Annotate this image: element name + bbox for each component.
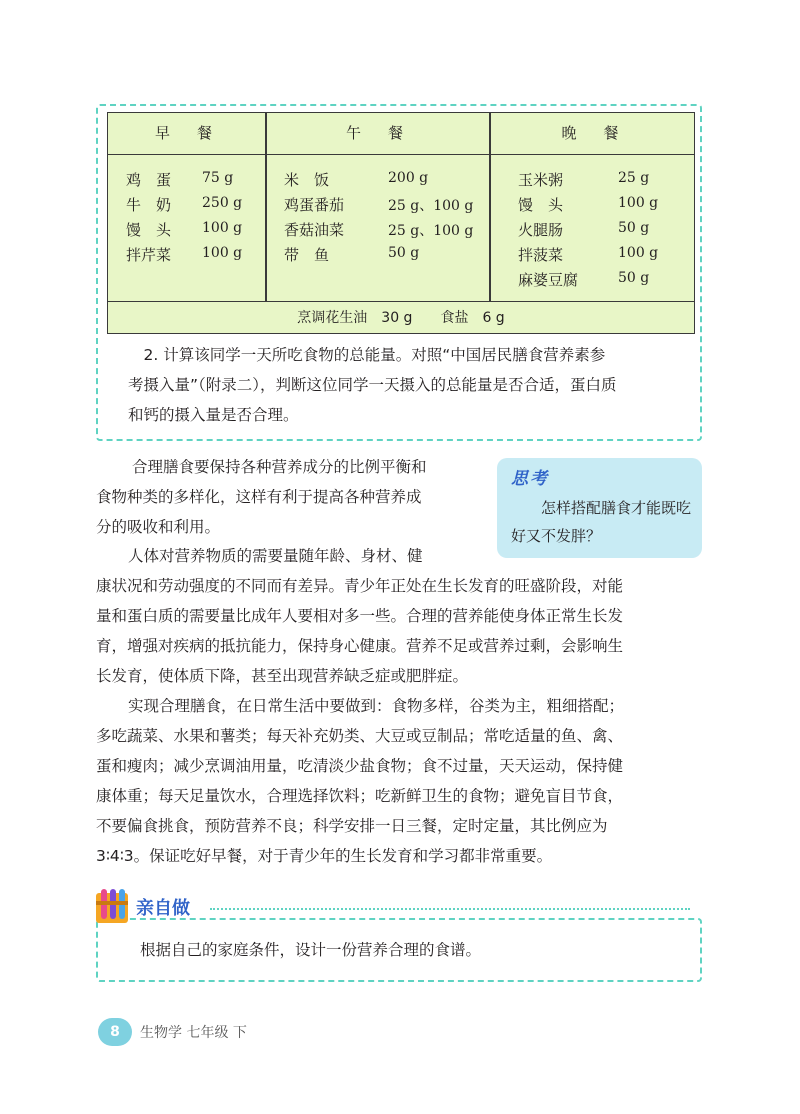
dinner-amount: 50 g	[618, 270, 650, 286]
text-line: 长发育，使体质下降，甚至出现营养缺乏症或肥胖症。	[96, 667, 469, 685]
page-number: 8	[98, 1018, 132, 1046]
text-line: 多吃蔬菜、水果和薯类；每天补充奶类、大豆或豆制品；常吃适量的鱼、禽、	[96, 727, 624, 745]
text-line: 不要偏食挑食，预防营养不良；科学安排一日三餐，定时定量，其比例应为	[96, 817, 608, 835]
text-line: 食物种类的多样化，这样有利于提高各种营养成	[96, 488, 422, 506]
paragraph-nutrition-needs	[96, 541, 623, 691]
breakfast-amount: 100 g	[202, 220, 243, 236]
text-line: 人体对营养物质的需要量随年龄、身材、健	[128, 547, 423, 565]
text-line: 蛋和瘦肉；减少烹调油用量，吃清淡少盐食物；食不过量，天天运动，保持健	[96, 757, 624, 775]
dinner-amount: 50 g	[618, 220, 650, 236]
think-title: 思考	[511, 469, 549, 489]
table-footer-row: 烹调花生油 30 g 食盐 6 g	[108, 301, 694, 334]
lunch-amount: 25 g、100 g	[388, 223, 474, 239]
paragraph-reasonable-diet	[96, 691, 624, 871]
text-line: 康体重；每天足量饮水，合理选择饮料；吃新鲜卫生的食物；避免盲目节食，	[96, 787, 624, 805]
book-title: 生物学 七年级 下	[140, 1025, 247, 1041]
breakfast-amount: 75 g	[202, 170, 234, 186]
dinner-food: 麻婆豆腐	[518, 271, 579, 289]
header-breakfast: 早 餐	[154, 124, 218, 142]
dotted-divider	[210, 908, 690, 910]
text-line: 合理膳食要保持各种营养成分的比例平衡和	[132, 458, 427, 476]
dinner-amount: 25 g	[618, 170, 650, 186]
dinner-food: 火腿肠	[518, 221, 564, 239]
meal-table	[107, 112, 695, 334]
lunch-food: 米 饭	[284, 171, 330, 189]
text-line: 康状况和劳动强度的不同而有差异。青少年正处在生长发育的旺盛阶段，对能	[96, 577, 624, 595]
test-tubes-icon	[94, 887, 134, 925]
think-question: 怎样搭配膳食才能既吃好又不发胖？	[511, 499, 692, 545]
breakfast-food: 拌芹菜	[126, 246, 172, 264]
lunch-food: 带 鱼	[284, 246, 330, 264]
breakfast-food: 鸡 蛋	[126, 171, 172, 189]
do-it-text: 根据自己的家庭条件，设计一份营养合理的食谱。	[140, 941, 482, 959]
dinner-amount: 100 g	[618, 195, 659, 211]
lunch-food: 香菇油菜	[284, 221, 345, 239]
text-line: 育，增强对疾病的抵抗能力，保持身心健康。营养不足或营养过剩，会影响生	[96, 637, 624, 655]
text-line: 量和蛋白质的需要量比成年人要相对多一些。合理的营养能使身体正常生长发	[96, 607, 624, 625]
task-2-text	[128, 340, 617, 430]
text-line: 3∶4∶3。保证吃好早餐，对于青少年的生长发育和学习都非常重要。	[96, 847, 553, 865]
text-line: 2. 计算该同学一天所吃食物的总能量。对照“中国居民膳食营养素参	[128, 346, 606, 364]
dinner-amount: 100 g	[618, 245, 659, 261]
breakfast-food: 牛 奶	[126, 196, 172, 214]
lunch-amount: 50 g	[388, 245, 420, 261]
breakfast-amount: 250 g	[202, 195, 243, 211]
dinner-food: 玉米粥	[518, 171, 564, 189]
dinner-food: 馒 头	[518, 196, 564, 214]
lunch-food: 鸡蛋番茄	[284, 196, 345, 214]
paragraph-balanced-diet	[96, 452, 427, 542]
breakfast-food: 馒 头	[126, 221, 172, 239]
text-line: 考摄入量”（附录二），判断这位同学一天摄入的总能量是否合适，蛋白质	[128, 376, 617, 394]
text-line: 实现合理膳食，在日常生活中要做到：食物多样，谷类为主，粗细搭配；	[128, 697, 625, 715]
do-it-title: 亲自做	[136, 898, 190, 919]
lunch-amount: 200 g	[388, 170, 429, 186]
header-dinner: 晚 餐	[561, 124, 625, 142]
lunch-amount: 25 g、100 g	[388, 198, 474, 214]
text-line: 和钙的摄入量是否合理。	[128, 406, 299, 424]
dinner-food: 拌菠菜	[518, 246, 564, 264]
breakfast-amount: 100 g	[202, 245, 243, 261]
header-lunch: 午 餐	[345, 124, 409, 142]
text-line: 分的吸收和利用。	[96, 518, 221, 536]
